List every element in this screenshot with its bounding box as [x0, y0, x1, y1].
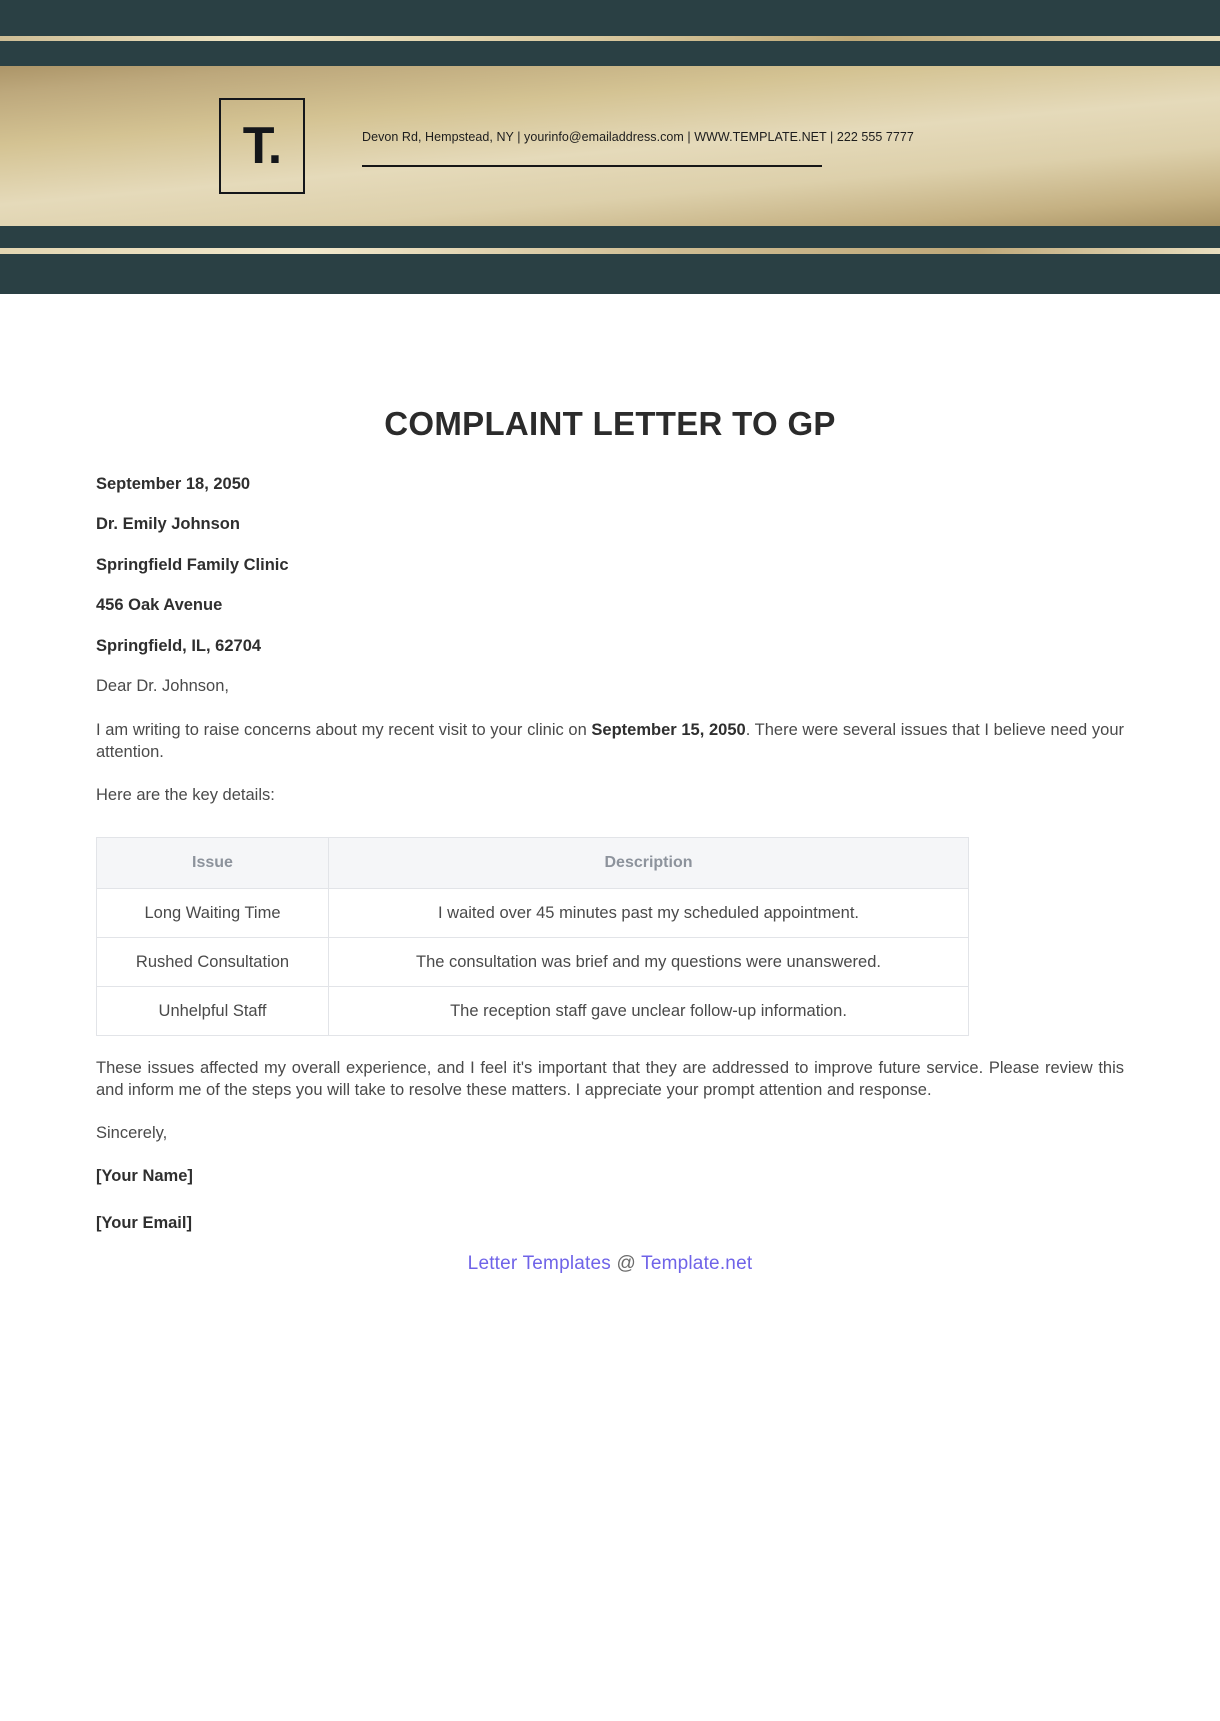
- signature-name-placeholder: [Your Name]: [96, 1166, 193, 1185]
- intro-text-part1: I am writing to raise concerns about my recent visit to your clinic on: [96, 720, 592, 739]
- table-header-issue: Issue: [97, 838, 329, 889]
- footer-link-prefix: Letter Templates: [467, 1252, 611, 1274]
- table-cell-description: The consultation was brief and my questions were unanswered.: [329, 938, 969, 987]
- address-block: [96, 476, 1124, 655]
- page-title: COMPLAINT LETTER TO GP: [384, 405, 836, 442]
- letterhead-gold-plate: [0, 66, 1220, 226]
- footer-link-at: @: [616, 1252, 636, 1274]
- intro-text-part2: . There were several issues that I believe need your attention.: [96, 720, 1124, 761]
- brand-logo-box: [219, 98, 305, 194]
- letter-page: [0, 404, 1220, 1275]
- letterhead: [0, 0, 1220, 294]
- recipient-street: 456 Oak Avenue: [96, 596, 223, 615]
- issues-table: [96, 837, 969, 1036]
- table-cell-description: The reception staff gave unclear follow-up information.: [329, 987, 969, 1036]
- letterhead-band-dark-top: [0, 0, 1220, 36]
- table-row: [97, 987, 969, 1036]
- letterhead-band-dark-bottom: [0, 254, 1220, 294]
- letter-date: September 18, 2050: [96, 474, 251, 493]
- sincerely-line: Sincerely,: [96, 1123, 168, 1142]
- letterhead-band-dark-third: [0, 226, 1220, 248]
- table-cell-issue: Rushed Consultation: [97, 938, 329, 987]
- salutation: Dear Dr. Johnson,: [96, 677, 229, 696]
- intro-paragraph: [96, 720, 1124, 764]
- footer-link-suffix: Template.net: [641, 1252, 753, 1274]
- recipient-organization: Springfield Family Clinic: [96, 555, 289, 574]
- table-cell-description: I waited over 45 minutes past my scheduled appointment.: [329, 889, 969, 938]
- recipient-city-state-zip: Springfield, IL, 62704: [96, 636, 262, 655]
- details-lead: Here are the key details:: [96, 786, 275, 805]
- recipient-name: Dr. Emily Johnson: [96, 515, 240, 534]
- table-row: [97, 938, 969, 987]
- letterhead-band-dark-second: [0, 41, 1220, 66]
- letterhead-contact-block: [362, 130, 914, 167]
- letterhead-contact-line: Devon Rd, Hempstead, NY | yourinfo@emailaddress.com | WWW.TEMPLATE.NET | 222 555 7777: [362, 129, 914, 144]
- brand-logo-t-icon: T.: [242, 117, 282, 175]
- table-row: [97, 889, 969, 938]
- table-cell-issue: Unhelpful Staff: [97, 987, 329, 1036]
- template-footer-link[interactable]: [96, 1253, 1124, 1275]
- table-cell-issue: Long Waiting Time: [97, 889, 329, 938]
- letterhead-rule: [362, 165, 822, 167]
- signature-email-placeholder: [Your Email]: [96, 1213, 192, 1232]
- closing-paragraph: These issues affected my overall experience, and I feel it's important that they are addressed to improve future service. Please review this and inform me of the steps you will take to resolve these matters. I appreciate your prompt attention and response.: [96, 1059, 1124, 1099]
- table-header-description: Description: [329, 838, 969, 889]
- table-header-row: [97, 838, 969, 889]
- visit-date: September 15, 2050: [591, 720, 746, 739]
